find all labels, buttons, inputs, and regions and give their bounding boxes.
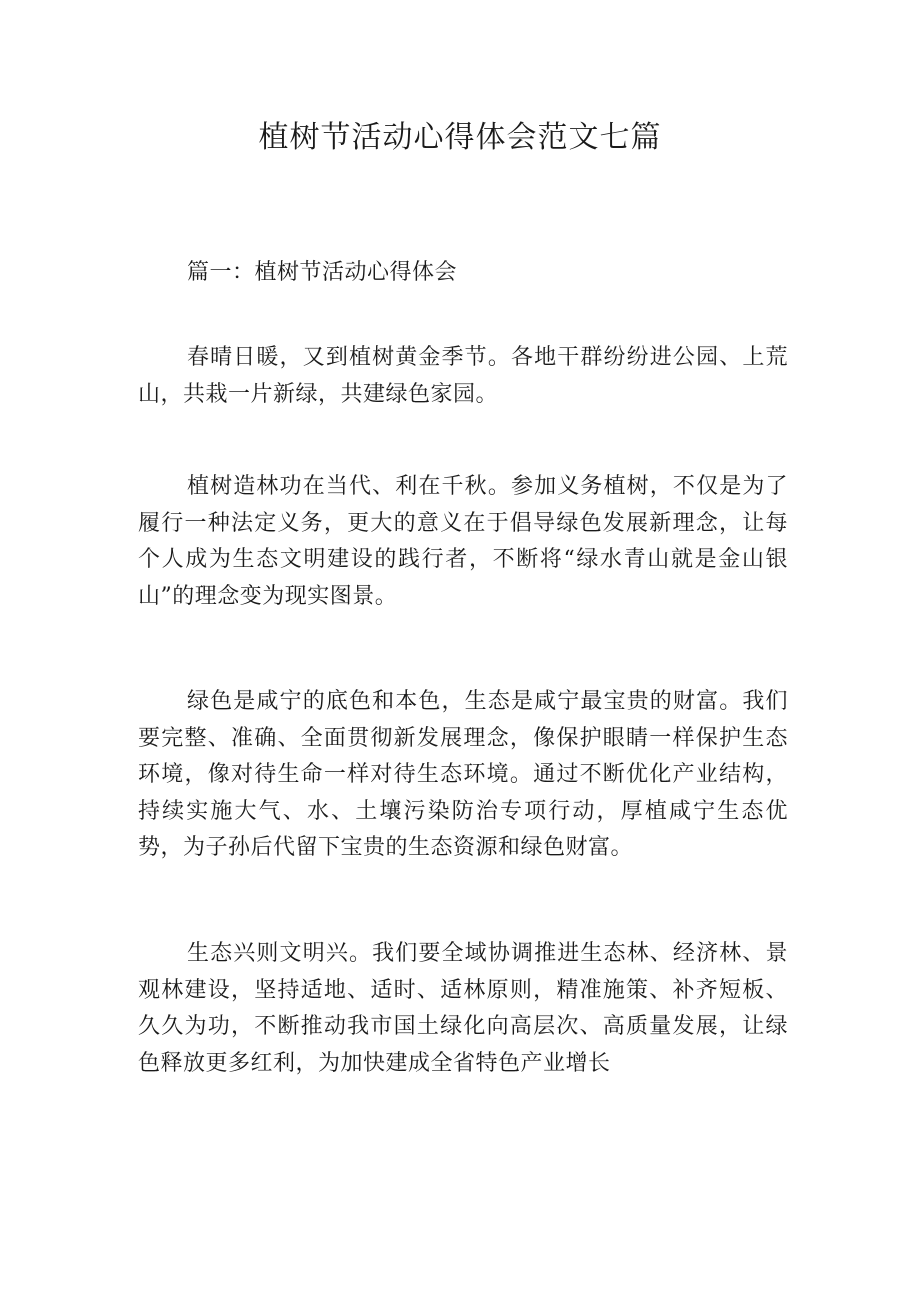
paragraph-4-block	[138, 936, 788, 1082]
paragraph-2-block	[138, 469, 788, 615]
paragraph-4: 生态兴则文明兴。我们要全域协调推进生态林、经济林、景观林建设，坚持适地、适时、适林原则，精准施策、补齐短板、久久为功，不断推动我市国土绿化向高层次、高质量发展，让绿色释放更多红利，为加快建成全省特色产业增长	[138, 941, 788, 1076]
paragraph-3: 绿色是咸宁的底色和本色，生态是咸宁最宝贵的财富。我们要完整、准确、全面贯彻新发展理念，像保护眼睛一样保护生态环境，像对待生命一样对待生态环境。通过不断优化产业结构，持续实施大气、水、土壤污染防治专项行动，厚植咸宁生态优势，为子孙后代留下宝贵的生态资源和绿色财富。	[138, 689, 788, 860]
paragraph-3-block	[138, 684, 788, 867]
paragraph-1: 春晴日暖，又到植树黄金季节。各地干群纷纷进公园、上荒山，共栽一片新绿，共建绿色家园。	[138, 345, 788, 407]
paragraph-2: 植树造林功在当代、利在千秋。参加义务植树，不仅是为了履行一种法定义务，更大的意义在于倡导绿色发展新理念，让每个人成为生态文明建设的践行者，不断将“绿水青山就是金山银山”的理念变为现实图景。	[138, 474, 788, 609]
document-title: 植树节活动心得体会范文七篇	[258, 120, 662, 155]
paragraph-1-block	[138, 340, 788, 413]
section-heading-block	[138, 255, 788, 292]
section-heading: 篇一：植树节活动心得体会	[187, 260, 458, 285]
